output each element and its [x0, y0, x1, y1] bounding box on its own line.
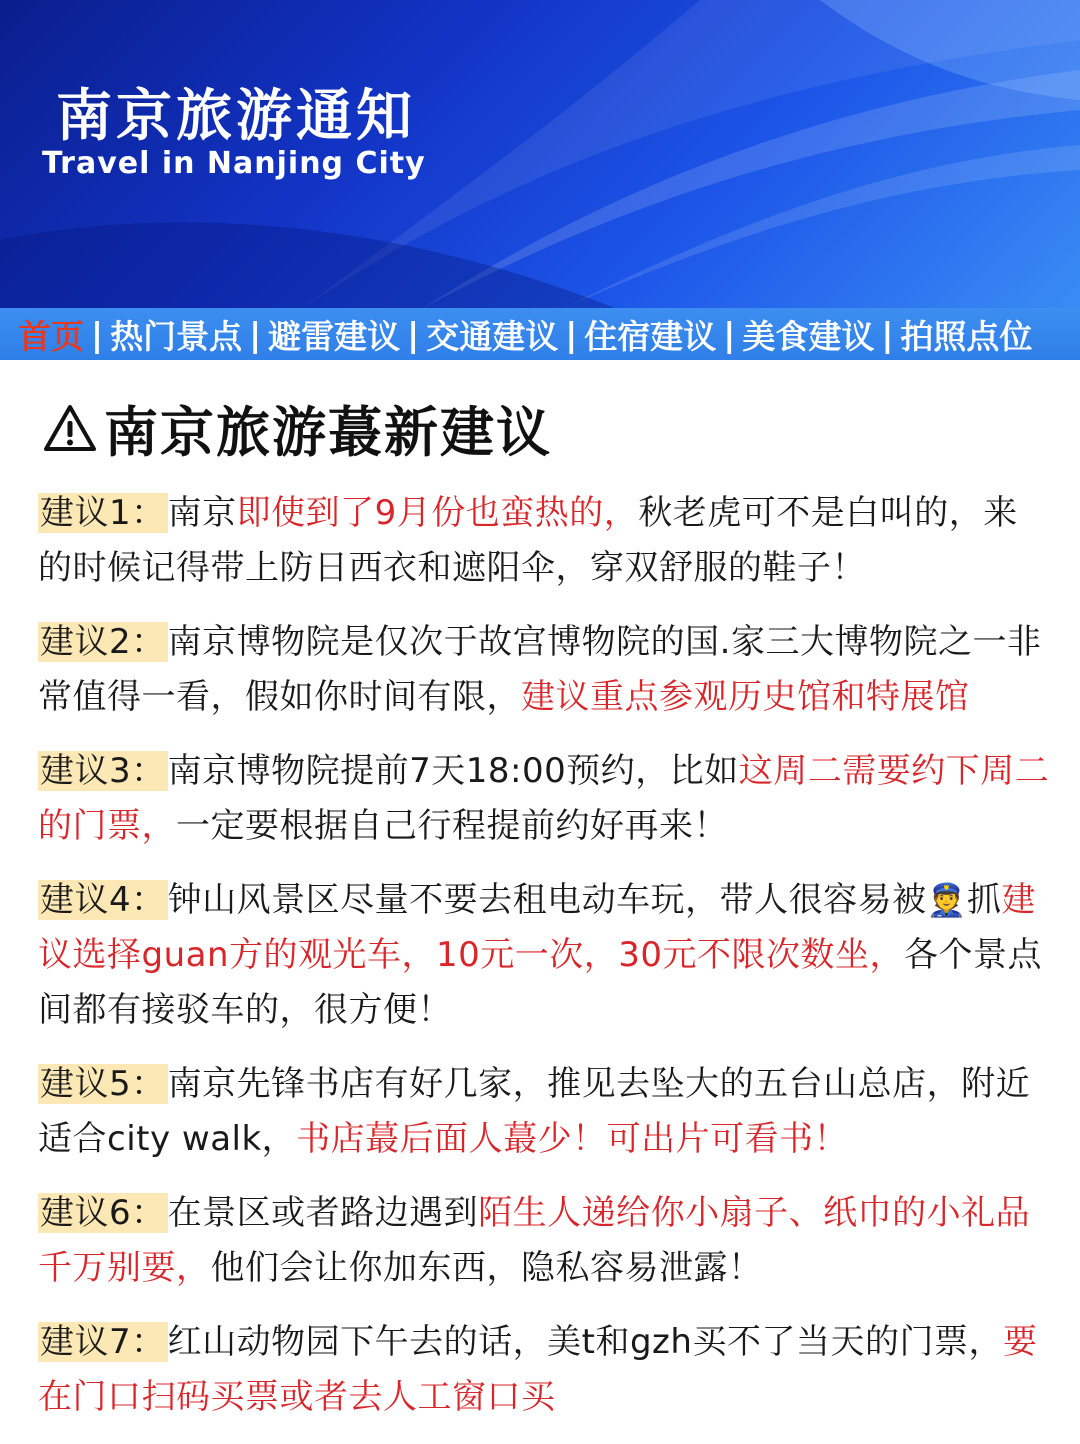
tips-list	[38, 486, 1050, 1444]
tip-item-6	[38, 1186, 1050, 1296]
police-officer-icon: 👮	[926, 881, 967, 919]
section-heading	[42, 390, 552, 467]
header-subtitle: Travel in Nanjing City	[42, 146, 426, 181]
nav-item-photo-spots[interactable]: 拍照点位	[900, 316, 1033, 356]
tip-text: 抓	[966, 880, 1002, 920]
nav-item-home[interactable]: 首页	[18, 316, 84, 356]
tip-text: 在景区或者路边遇到	[167, 1193, 479, 1233]
tip-text: 南京	[167, 493, 237, 533]
nav-item-transport[interactable]: 交通建议	[426, 316, 559, 356]
nav-item-food[interactable]: 美食建议	[742, 316, 875, 356]
tip-text: 南京先锋书店有好几家，推见去坠大的五台山总店，附近适合city walk，	[38, 1064, 1031, 1159]
tip-emphasis: 要在门口扫码买票或者去人工窗口买	[38, 1322, 1038, 1417]
nav-bar	[0, 308, 1080, 360]
tip-text: 各个景点间都有接驳车的，很方便！	[38, 935, 1043, 1030]
tip-text: 钟山风景区尽量不要去租电动车玩，带人很容易被	[167, 880, 927, 920]
tip-emphasis: 即使到了9月份也蛮热的，	[236, 493, 639, 533]
header-banner	[0, 0, 1080, 310]
tip-emphasis: 书店蕞后面人蕞少！可出片可看书！	[296, 1119, 849, 1159]
tip-emphasis: 建议选择guan方的观光车，10元一次，30元不限次数坐，	[38, 880, 1036, 975]
nav-separator: |	[91, 314, 104, 354]
tip-item-1	[38, 486, 1050, 596]
nav-item-hot-spots[interactable]: 热门景点	[110, 316, 243, 356]
tip-item-2	[38, 615, 1050, 725]
tip-label: 建议7：	[40, 1322, 166, 1362]
tip-emphasis: 这周二需要约下周二的门票，	[38, 751, 1050, 846]
tip-item-3	[38, 744, 1050, 854]
tip-item-4	[38, 873, 1050, 1038]
nav-separator: |	[407, 314, 420, 354]
tip-text: 他们会让你加东西，隐私容易泄露！	[210, 1248, 763, 1288]
nav-separator: |	[881, 314, 894, 354]
tip-text: 南京博物院是仅次于故宫博物院的国.家三大博物院之一非常值得一看，假如你时间有限，	[38, 622, 1042, 717]
tip-label: 建议6：	[40, 1193, 166, 1233]
nav-item-avoid-tips[interactable]: 避雷建议	[268, 316, 401, 356]
nav-item-lodging[interactable]: 住宿建议	[584, 316, 717, 356]
warning-triangle-icon	[42, 401, 98, 457]
nav-separator: |	[723, 314, 736, 354]
nav-separator: |	[249, 314, 262, 354]
tip-text: 一定要根据自己行程提前约好再来！	[176, 806, 728, 846]
tip-label: 建议4：	[40, 880, 166, 920]
tip-emphasis: 陌生人递给你小扇子、纸巾的小礼品千万别要，	[38, 1193, 1031, 1288]
tip-label: 建议5：	[40, 1064, 166, 1104]
tip-label: 建议3：	[40, 751, 166, 791]
tip-text: 秋老虎可不是白叫的，来的时候记得带上防日西衣和遮阳伞，穿双舒服的鞋子！	[38, 493, 1018, 588]
page-title: 南京旅游蕞新建议	[104, 401, 552, 464]
tip-label: 建议2：	[40, 622, 166, 662]
tip-item-7	[38, 1315, 1050, 1425]
nav-separator: |	[565, 314, 578, 354]
tip-emphasis: 建议重点参观历史馆和特展馆	[521, 677, 970, 717]
tip-item-5	[38, 1057, 1050, 1167]
tip-text: 红山动物园下午去的话，美t和gzh买不了当天的门票，	[167, 1322, 1003, 1362]
tip-label: 建议1：	[40, 493, 166, 533]
header-title: 南京旅游通知	[56, 84, 416, 149]
tip-text: 南京博物院提前7天18:00预约，比如	[167, 751, 739, 791]
